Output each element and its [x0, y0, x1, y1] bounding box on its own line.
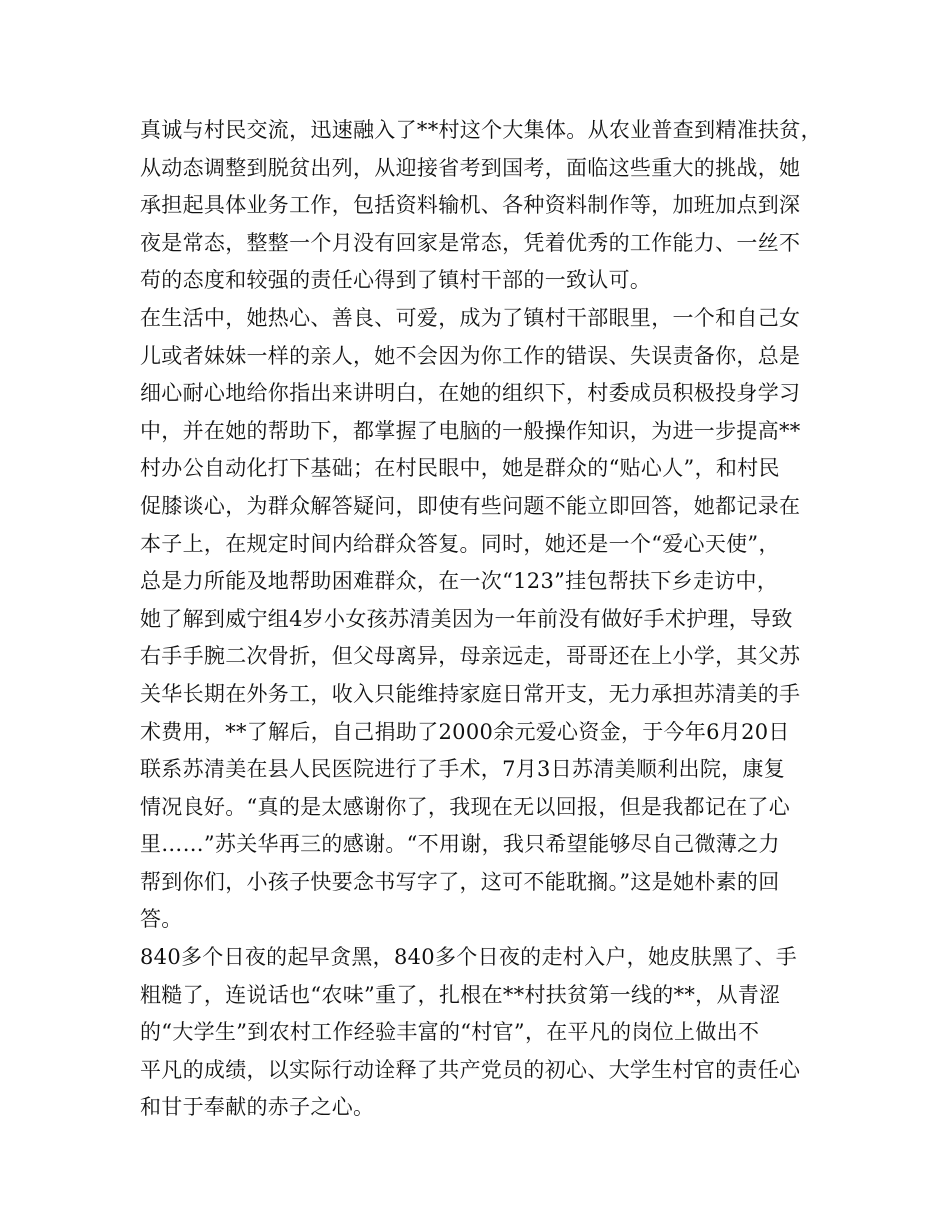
- text-line: 真诚与村民交流，迅速融入了**村这个大集体。从农业普查到精准扶贫，: [140, 118, 822, 142]
- text-line: 夜是常态，整整一个月没有回家是常态，凭着优秀的工作能力、一丝不: [140, 230, 801, 255]
- text-line: 中，并在她的帮助下，都掌握了电脑的一般操作知识，为进一步提高**: [140, 418, 801, 443]
- text-line: 联系苏清美在县人民医院进行了手术，7月3日苏清美顺利出院，康复: [140, 757, 786, 782]
- text-line: 村办公自动化打下基础；在村民眼中，她是群众的“贴心人”，和村民: [140, 456, 780, 481]
- text-line: 总是力所能及地帮助困难群众，在一次“123”挂包帮扶下乡走访中，: [140, 569, 779, 594]
- text-line: 细心耐心地给你指出来讲明白，在她的组织下，村委成员积极投身学习: [140, 381, 801, 406]
- text-line: 术费用，**了解后，自己捐助了2000余元爱心资金，于今年6月20日: [140, 719, 790, 744]
- text-line: 粗糙了，连说话也“农味”重了，扎根在**村扶贫第一线的**，从青涩: [140, 982, 781, 1007]
- text-line: 帮到你们，小孩子快要念书写字了，这可不能耽搁。”这是她朴素的回: [140, 869, 780, 894]
- text-line: 关华长期在外务工，收入只能维持家庭日常开支，无力承担苏清美的手: [140, 681, 801, 706]
- text-line: 答。: [140, 907, 183, 932]
- text-line: 儿或者妹妹一样的亲人，她不会因为你工作的错误、失误责备你，总是: [140, 343, 801, 368]
- text-line: 她了解到威宁组4岁小女孩苏清美因为一年前没有做好手术护理，导致: [140, 606, 793, 631]
- text-line: 的“大学生”到农村工作经验丰富的“村官”，在平凡的岗位上做出不: [140, 1020, 760, 1045]
- text-line: 本子上，在规定时间内给群众答复。同时，她还是一个“爱心天使”，: [140, 531, 780, 556]
- text-line: 在生活中，她热心、善良、可爱，成为了镇村干部眼里，一个和自己女: [140, 305, 801, 330]
- text-line: 840多个日夜的起早贪黑，840多个日夜的走村入户，她皮肤黑了、手: [140, 945, 798, 970]
- text-line: 从动态调整到脱贫出列，从迎接省考到国考，面临这些重大的挑战，她: [140, 155, 801, 180]
- document-body: [140, 112, 830, 1127]
- text-line: 苟的态度和较强的责任心得到了镇村干部的一致认可。: [140, 268, 652, 293]
- text-line: 和甘于奉献的赤子之心。: [140, 1095, 375, 1120]
- text-line: 促膝谈心，为群众解答疑问，即使有些问题不能立即回答，她都记录在: [140, 493, 801, 518]
- text-line: 右手手腕二次骨折，但父母离异，母亲远走，哥哥还在上小学，其父苏: [140, 644, 801, 669]
- text-line: 情况良好。“真的是太感谢你了，我现在无以回报，但是我都记在了心: [140, 794, 791, 819]
- text-line: 平凡的成绩，以实际行动诠释了共产党员的初心、大学生村官的责任心: [140, 1057, 801, 1082]
- text-line: 承担起具体业务工作，包括资料输机、各种资料制作等，加班加点到深: [140, 193, 801, 218]
- text-line: 里……”苏关华再三的感谢。“不用谢，我只希望能够尽自己微薄之力: [140, 832, 780, 857]
